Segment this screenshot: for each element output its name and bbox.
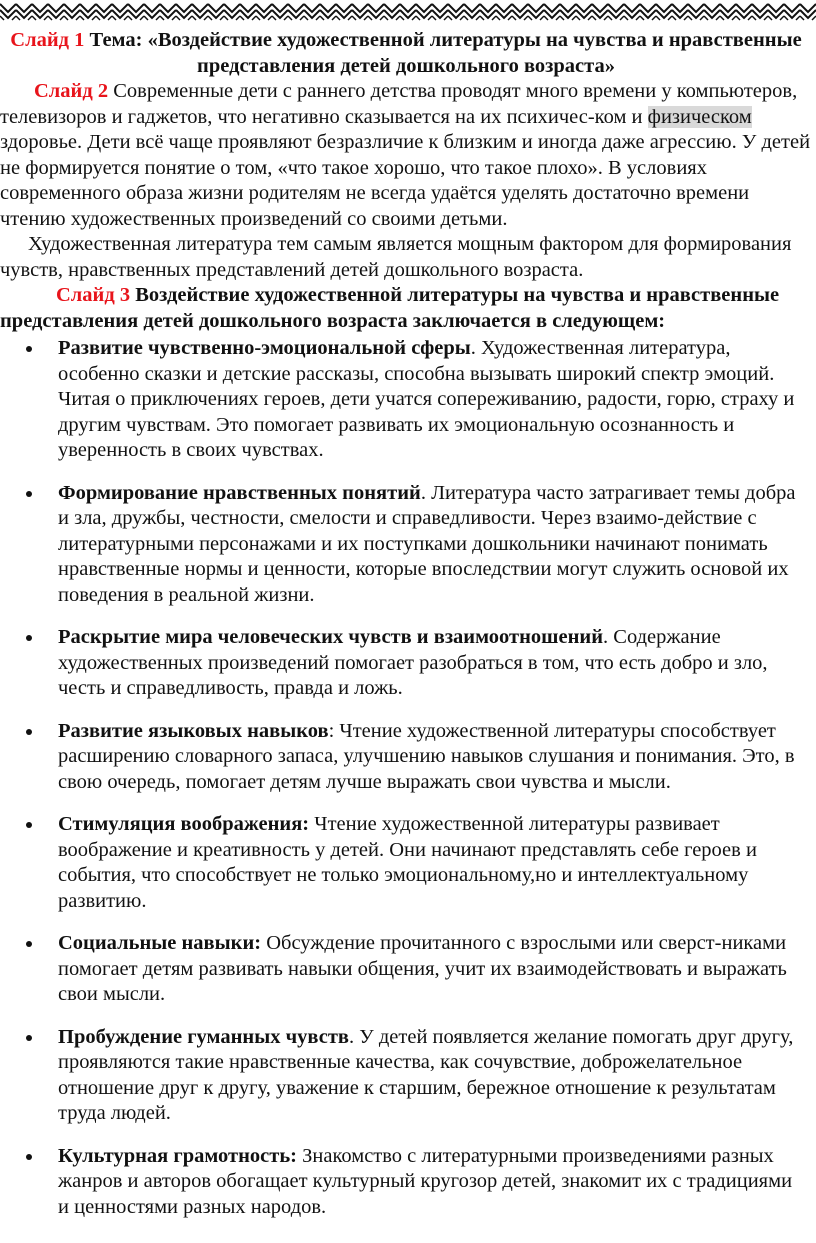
list-item [0,1025,812,1127]
list-item [0,719,812,796]
bullet-term: Культурная грамотность: [58,1144,297,1167]
slide2-label: Слайд 2 [34,80,109,102]
list-item [0,1144,812,1221]
bullet-icon [26,346,32,352]
bullet-text: Чтение художественной литературы развивает воображение и креативность у детей. Они начинают представлять себе героев и события, что способствует не только эмоциональному,но и интеллектуальному развитию. [58,813,757,912]
list-item [0,931,812,1008]
bullet-term: Формирование нравственных понятий [58,481,421,504]
slide2-paragraph [0,79,812,232]
bullet-icon [26,635,32,641]
bullet-text: . Художественная литература, особенно сказки и детские рассказы, способна вызывать широкий спектр эмоций. Читая о приключениях героев, дети учатся сопереживанию, радости, горю, страху и другим чувствам. Это помогает развивать их эмоциональную осознанность и уверенность в своих чувствах. [58,337,795,461]
bullet-term: Развитие чувственно-эмоциональной сферы [58,337,471,359]
slide2-text-a: Современные дети с раннего детства проводят много времени у компьютеров, телевизоров и гаджетов, что негативно сказывается на их психичес-ком и [0,80,798,128]
bullet-term: Развитие языковых навыков [58,719,329,742]
bullet-text: . Литература часто затрагивает темы добра и зла, дружбы, честности, смелости и справедливости. Через взаимо-действие с литературными персонажами и их поступками дошкольники начинают понимать нравственные нормы и ценности, которые впоследствии могут служить основой их поведения в реальной жизни. [58,481,796,606]
list-item [0,336,812,464]
bullet-list [0,336,812,1220]
list-item [0,812,812,914]
highlighted-word: физическом [647,105,752,128]
bullet-term: Социальные навыки: [58,932,262,954]
document-page [0,28,812,1237]
slide3-title: Воздействие художественной литературы на чувства и нравственные представления детей дошкольного возраста заключается в следующем: [0,284,780,332]
bullet-icon [26,1154,32,1160]
bullet-icon [26,491,32,497]
bullet-text: Знакомство с литературными произведениями разных жанров и авторов обогащает культурный кругозор детей, знакомит их с традициями и ценностями разных народов. [58,1144,793,1218]
slide1-heading [4,28,808,79]
bullet-text: Обсуждение прочитанного с взрослыми или сверст-никами помогает детям развивать навыки общения, учит их взаимодействовать и выражать свои мысли. [58,932,787,1005]
slide3-heading [0,283,812,334]
bullet-term: Раскрытие мира человеческих чувств и взаимоотношений [58,626,604,648]
slide2-text-b: здоровье. Дети всё чаще проявляют безразличие к близким и иногда даже агрессию. У детей не формируется понятие о том, «что такое хорошо, что такое плохо». В условиях современного образа жизни родителям не всегда удаётся уделять достаточно времени чтению художественных произведений со своими детьми. [0,131,811,230]
bullet-icon [26,941,32,947]
bullet-term: Стимуляция воображения: [58,813,310,835]
bullet-term: Пробуждение гуманных чувств [58,1025,349,1048]
list-item [0,625,812,702]
bullet-text: : Чтение художественной литературы способствует расширению словарного запаса, улучшению навыков слушания и понимания. Это, в свою очередь, помогает детям лучше выражать свои чувства и мысли. [58,719,795,793]
bullet-text: . Содержание художественных произведений помогает разобраться в том, что есть добро и зло, честь и справедливость, правда и ложь. [58,626,768,699]
bullet-icon [26,729,32,735]
bullet-icon [26,822,32,828]
slide1-label: Слайд 1 [10,29,85,51]
slide3-label: Слайд 3 [56,284,131,306]
bullet-text: . У детей появляется желание помогать друг другу, проявляются такие нравственные качества, как сочувствие, доброжелательное отношение друг к другу, уважение к старшим, бережное отношение к результатам труда людей. [58,1025,794,1124]
slide1-title: Тема: «Воздействие художественной литературы на чувства и нравственные представления детей дошкольного возраста» [84,29,802,77]
decorative-border [0,0,816,22]
paragraph-2: Художественная литература тем самым является мощным фактором для формирования чувств, нравственных представлений детей дошкольного возраста. [0,233,792,281]
bullet-icon [26,1035,32,1041]
list-item [0,481,812,609]
